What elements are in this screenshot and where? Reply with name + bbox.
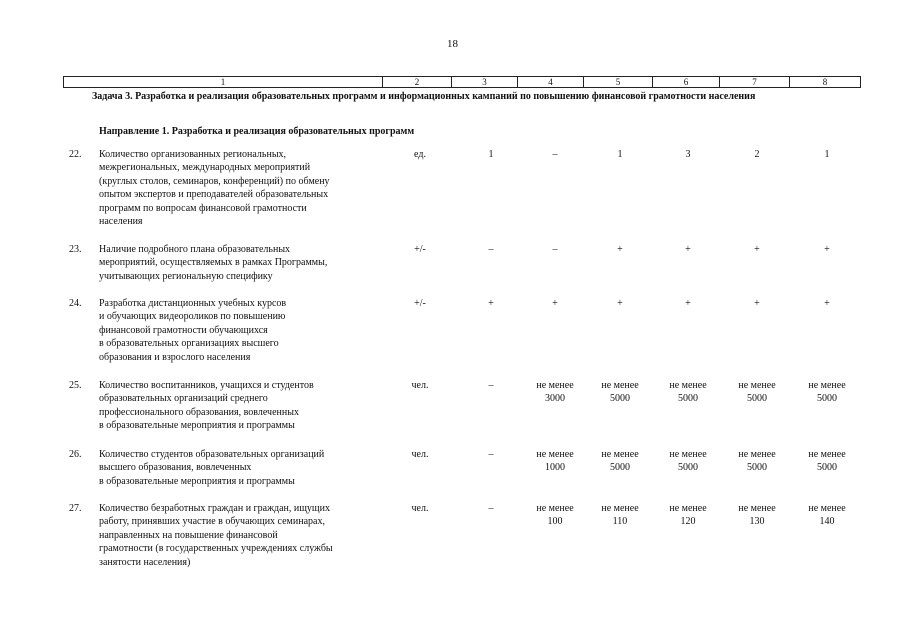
row-number: 25. <box>69 380 82 391</box>
row-value-line: не менее <box>536 380 574 391</box>
row-unit: чел. <box>411 503 429 514</box>
row-value-c3 <box>461 297 521 310</box>
row-unit: чел. <box>411 449 429 460</box>
row-value-line: 5000 <box>817 462 837 474</box>
row-value-line: + <box>824 298 830 309</box>
row-value-line: 2 <box>754 149 760 160</box>
row-value-line: не менее <box>669 380 707 391</box>
row-value-line: – <box>488 449 494 460</box>
row-value-c8 <box>797 297 857 310</box>
row-value-c3 <box>461 243 521 256</box>
row-description-line: населения <box>99 216 143 228</box>
row-value-c4 <box>525 243 585 256</box>
row-unit: чел. <box>411 380 429 391</box>
row-description-line: грамотности (в государственных учреждениях службы <box>99 543 333 555</box>
row-value-c3 <box>461 502 521 515</box>
row-value-c6 <box>658 243 718 256</box>
row-value-c5 <box>590 148 650 161</box>
row-description <box>99 243 384 283</box>
row-value-c5 <box>590 502 650 529</box>
row-description-line: в образовательных организациях высшего <box>99 338 279 350</box>
row-value-line: 5000 <box>747 462 767 474</box>
row-unit: +/- <box>414 244 426 255</box>
row-value-c5 <box>590 379 650 406</box>
row-value-line: + <box>754 298 760 309</box>
row-value-c3 <box>461 448 521 461</box>
row-value-line: 5000 <box>610 462 630 474</box>
row-value-line: – <box>552 244 558 255</box>
row-value-c6 <box>658 297 718 310</box>
row-value-line: – <box>552 149 558 160</box>
row-unit: +/- <box>414 298 426 309</box>
row-value-line: + <box>488 298 494 309</box>
row-value-c8 <box>797 502 857 529</box>
row-description-line: учитывающих региональную специфику <box>99 270 273 282</box>
row-description <box>99 148 384 228</box>
row-description-line: занятости населения) <box>99 556 191 568</box>
row-value-line: – <box>488 244 494 255</box>
row-description <box>99 297 384 364</box>
row-value-line: + <box>824 244 830 255</box>
row-number: 26. <box>69 449 82 460</box>
row-value-line: не менее <box>738 380 776 391</box>
row-value-c5 <box>590 297 650 310</box>
row-description-line: в образовательные мероприятия и программы <box>99 475 295 487</box>
row-description-line: Количество безработных граждан и граждан, ищущих <box>99 503 330 514</box>
row-value-c6 <box>658 448 718 475</box>
row-number: 24. <box>69 298 82 309</box>
row-value-c7 <box>727 297 787 310</box>
row-value-line: не менее <box>536 503 574 514</box>
row-value-line: не менее <box>738 503 776 514</box>
row-value-line: не менее <box>738 449 776 460</box>
row-description-line: образовательных организаций среднего <box>99 393 268 405</box>
row-value-line: 110 <box>612 516 628 528</box>
row-value-line: + <box>552 298 558 309</box>
row-value-c5 <box>590 243 650 256</box>
header-col-8: 8 <box>790 77 861 88</box>
row-value-c8 <box>797 148 857 161</box>
row-description-line: профессионального образования, вовлеченных <box>99 406 299 418</box>
row-number: 27. <box>69 503 82 514</box>
row-value-line: 1 <box>617 149 623 160</box>
row-description-line: образования и взрослого населения <box>99 351 251 363</box>
row-value-line: 1 <box>824 149 830 160</box>
header-col-3: 3 <box>452 77 518 88</box>
row-description <box>99 448 384 488</box>
header-col-6: 6 <box>653 77 720 88</box>
row-value-line: + <box>754 244 760 255</box>
row-value-c3 <box>461 148 521 161</box>
row-value-line: не менее <box>808 380 846 391</box>
row-value-line: не менее <box>536 449 574 460</box>
row-value-line: 5000 <box>678 462 698 474</box>
row-value-line: – <box>488 380 494 391</box>
direction-heading: Направление 1. Разработка и реализация образовательных программ <box>99 126 415 137</box>
row-value-c4 <box>525 502 585 529</box>
page-number: 18 <box>447 38 458 50</box>
row-value-c3 <box>461 379 521 392</box>
row-value-c5 <box>590 448 650 475</box>
row-value-c8 <box>797 243 857 256</box>
row-value-c7 <box>727 379 787 406</box>
row-description-line: Разработка дистанционных учебных курсов <box>99 298 287 309</box>
row-value-line: 1 <box>488 149 494 160</box>
row-description-line: (круглых столов, семинаров, конференций) по обмену <box>99 175 330 187</box>
row-value-line: не менее <box>601 380 639 391</box>
row-value-c4 <box>525 379 585 406</box>
row-description-line: опытом экспертов и преподавателей образовательных <box>99 189 329 201</box>
row-value-line: 5000 <box>817 393 837 405</box>
row-value-line: + <box>685 244 691 255</box>
header-col-7: 7 <box>720 77 790 88</box>
row-value-c7 <box>727 448 787 475</box>
row-value-line: 100 <box>547 516 563 528</box>
row-description-line: Количество организованных региональных, <box>99 149 287 160</box>
row-description-line: Количество студентов образовательных организаций <box>99 449 325 460</box>
row-value-line: 5000 <box>678 393 698 405</box>
row-value-line: не менее <box>601 449 639 460</box>
row-value-line: + <box>685 298 691 309</box>
row-number: 23. <box>69 244 82 255</box>
row-value-c6 <box>658 502 718 529</box>
row-description-line: программ по вопросам финансовой грамотности <box>99 202 307 214</box>
row-value-c7 <box>727 243 787 256</box>
row-number: 22. <box>69 149 82 160</box>
row-description <box>99 502 384 569</box>
row-value-line: не менее <box>808 503 846 514</box>
header-col-2: 2 <box>383 77 452 88</box>
row-value-line: 140 <box>819 516 835 528</box>
column-number-header <box>63 76 861 88</box>
row-value-line: 1000 <box>545 462 565 474</box>
row-value-line: 120 <box>680 516 696 528</box>
row-value-c4 <box>525 448 585 475</box>
header-col-4: 4 <box>518 77 584 88</box>
row-unit: ед. <box>414 149 426 160</box>
row-description-line: межрегиональных, международных мероприятий <box>99 162 311 174</box>
row-description-line: работу, принявших участие в обучающих семинарах, <box>99 516 325 528</box>
row-value-c4 <box>525 148 585 161</box>
row-description-line: и обучающих видеороликов по повышению <box>99 311 286 323</box>
row-description-line: Количество воспитанников, учащихся и студентов <box>99 380 314 391</box>
row-value-line: 5000 <box>610 393 630 405</box>
row-value-c6 <box>658 379 718 406</box>
header-col-1: 1 <box>64 77 383 88</box>
row-value-line: 130 <box>749 516 765 528</box>
row-value-line: 5000 <box>747 393 767 405</box>
row-value-c4 <box>525 297 585 310</box>
row-value-line: не менее <box>669 503 707 514</box>
row-value-line: 3000 <box>545 393 565 405</box>
row-description-line: Наличие подробного плана образовательных <box>99 244 291 255</box>
row-value-line: не менее <box>669 449 707 460</box>
row-description-line: мероприятий, осуществляемых в рамках Программы, <box>99 257 328 269</box>
row-value-c8 <box>797 379 857 406</box>
row-description-line: направленных на повышение финансовой <box>99 529 278 541</box>
row-description-line: в образовательные мероприятия и программы <box>99 420 295 432</box>
row-value-line: + <box>617 298 623 309</box>
row-value-line: 3 <box>685 149 691 160</box>
row-value-c6 <box>658 148 718 161</box>
row-value-c8 <box>797 448 857 475</box>
row-value-line: – <box>488 503 494 514</box>
row-value-c7 <box>727 502 787 529</box>
task-heading: Задача 3. Разработка и реализация образовательных программ и информационных кампаний по повышению финансовой грамотности населения <box>92 91 756 102</box>
row-value-c7 <box>727 148 787 161</box>
row-description-line: финансовой грамотности обучающихся <box>99 324 268 336</box>
row-description-line: высшего образования, вовлеченных <box>99 462 252 474</box>
row-description <box>99 379 384 433</box>
row-value-line: + <box>617 244 623 255</box>
row-value-line: не менее <box>601 503 639 514</box>
header-col-5: 5 <box>584 77 653 88</box>
row-value-line: не менее <box>808 449 846 460</box>
